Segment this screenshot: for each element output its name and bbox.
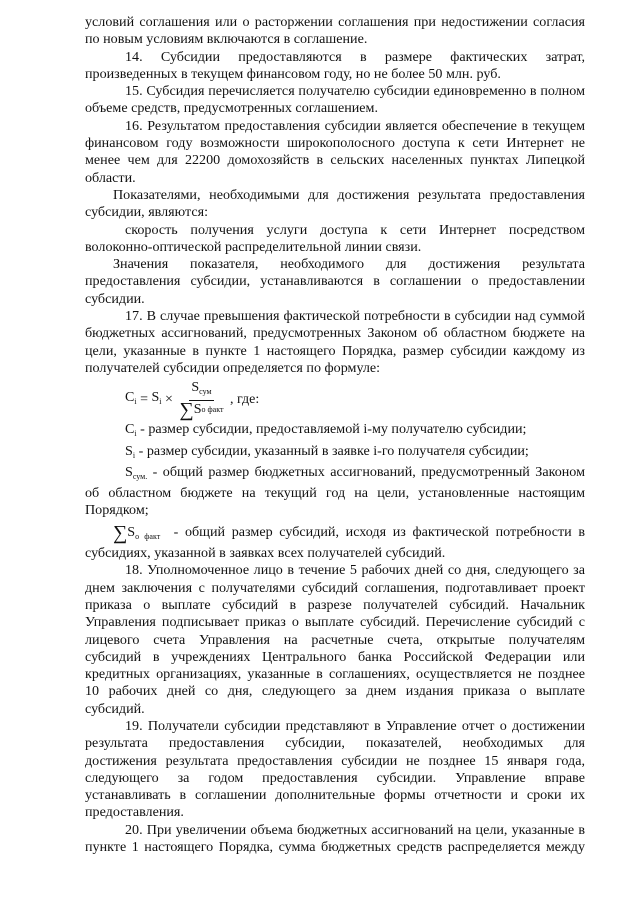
text-line: субсидии.: [85, 290, 145, 307]
paragraph-20: 20. При увеличении объема бюджетных ассигнований на цели, указанные в: [125, 821, 585, 838]
text-line: днем заключения с получателями субсидий соглашения, подготавливает проект: [85, 579, 585, 596]
text-line: условий соглашения или о расторжении соглашения при недостижении согласия: [85, 14, 585, 30]
text-line: об областном бюджете на текущий год на цели, установленные настоящим: [85, 485, 585, 502]
text-line: финансовом году возможности широкополосного доступа к сети Интернет не: [85, 135, 585, 152]
text-line: получателей субсидии определяется по формуле:: [85, 359, 381, 376]
paragraph-values: Значения показателя, необходимого для достижения результата: [113, 256, 585, 273]
text-line: объеме средств, предусмотренных соглашением.: [85, 100, 378, 117]
text-line: произведенных в текущем финансовом году, но не более 50 млн. руб.: [85, 65, 501, 82]
formula-fraction: $S_{сум}$ ∑ S o факт: [179, 380, 224, 422]
paragraph-19: 19. Получатели субсидии представляют в Управление отчет о достижении: [125, 717, 585, 734]
text-line: результата предоставления субсидии, показателей, необходимых для: [85, 735, 585, 752]
text-line: 10 рабочих дней со дня, следующего за днем издания приказа о выплате: [85, 683, 585, 700]
text-line: субсидий в учреждениях Центрального банка Российской Федерации или: [85, 648, 585, 665]
paragraph-16: 16. Результатом предоставления субсидии является обеспечение в текущем: [125, 117, 585, 134]
text-line: пункте 1 настоящего Порядка, сумма бюджетных средств распределяется между: [85, 839, 585, 856]
document-page: [85, 14, 585, 856]
text-line: Управления подписывает приказ о выплате субсидий. Перечисление субсидий с: [85, 614, 585, 631]
paragraph-14: 14. Субсидии предоставляются в размере фактических затрат,: [125, 48, 585, 65]
text-line: предоставления субсидии, устанавливаются в соглашении о предоставлении: [85, 273, 585, 290]
text-line: достижения результата предоставления субсидии не позднее 15 января года,: [85, 752, 585, 769]
definition-ssum: $S_{сум.}$ - общий размер бюджетных ассигнований, предусмотренный Законом: [125, 463, 585, 481]
definition-ci: $C_i$ - размер субсидии, предоставляемой i-му получателю субсидии;: [125, 421, 527, 439]
text-line: кредитных организациях, указанные в соглашениях, осуществляется не позднее: [85, 666, 585, 683]
text-line: субсидий.: [85, 700, 145, 717]
text-line: устанавливать в соглашении дополнительные формы отчетности и сроки их: [85, 787, 585, 804]
text-line: бюджетных ассигнований, предусмотренных Законом об областном бюджете на: [85, 325, 585, 342]
text-line: следующего за годом предоставления субсидии. Управление вправе: [85, 769, 585, 786]
text-line: области.: [85, 169, 136, 186]
text-line: по новым условиям включаются в соглашение.: [85, 31, 368, 48]
subsidy-formula: $C_i$ = $S_i$ × $S_{сум}$ ∑ S o факт , где:: [125, 380, 260, 422]
text-line: Порядком;: [85, 502, 149, 519]
text-line: менее чем для 22200 домохозяйств в сельских населенных пунктах Липецкой: [85, 152, 585, 169]
paragraph-18: 18. Уполномоченное лицо в течение 5 рабочих дней со дня, следующего за: [125, 562, 585, 579]
text-line: субсидии, являются:: [85, 204, 208, 221]
text-line: цели, указанные в пункте 1 настоящего Порядка, размер субсидии каждому из: [85, 342, 585, 359]
paragraph-15: 15. Субсидия перечисляется получателю субсидии единовременно в полном: [125, 83, 585, 100]
definition-si: $S_i$ - размер субсидии, указанный в заявке i-го получателя субсидии;: [125, 442, 529, 460]
text-line: предоставления.: [85, 804, 184, 821]
text-line: волоконно-оптической распределительной линии связи.: [85, 238, 422, 255]
paragraph-17: 17. В случае превышения фактической потребности в субсидии над суммой: [125, 308, 585, 325]
text-line: лицевого счета Управления на расчетные счета, открытые получателям: [85, 631, 585, 648]
definition-sfact: $\sum S_{o факт}$ - общий размер субсидий, исходя из фактической потребности в: [113, 521, 586, 544]
paragraph-indicators: Показателями, необходимыми для достижения результата предоставления: [113, 186, 585, 203]
text-line: приказа о выплате субсидий в разрезе получателей субсидий. Начальник: [85, 596, 585, 613]
text-line: субсидиях, указанной в заявках всех получателей субсидий.: [85, 545, 446, 562]
paragraph-speed: скорость получения услуги доступа к сети Интернет посредством: [125, 221, 585, 238]
